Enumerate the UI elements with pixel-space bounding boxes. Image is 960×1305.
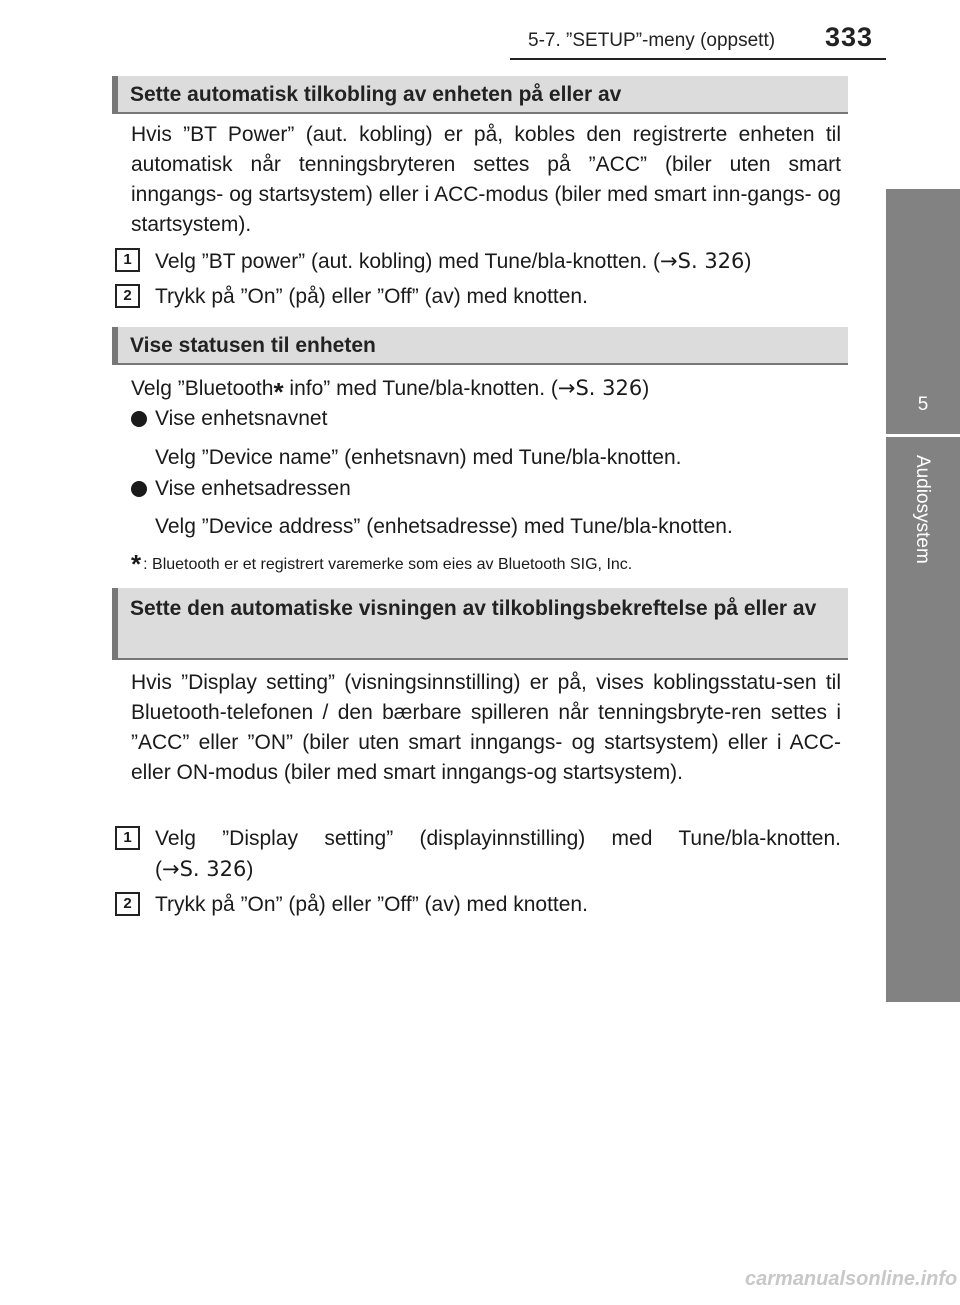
bullet-text: Velg ”Device address” (enhetsadresse) med Tune/bla-knotten. [155, 515, 733, 538]
step-number-box: 2 [115, 892, 140, 916]
section-heading-auto-connect [112, 76, 848, 114]
watermark: carmanualsonline.info [745, 1268, 958, 1290]
step-text: Trykk på ”On” (på) eller ”Off” (av) med knotten. [155, 285, 588, 308]
section-heading-display-setting [112, 588, 848, 660]
section-heading-text: Sette automatisk tilkobling av enheten på eller av [130, 83, 622, 106]
tab-divider [886, 434, 960, 437]
bullet-icon [131, 411, 147, 427]
footnote [131, 549, 632, 580]
header-section-title: 5-7. ”SETUP”-meny (oppsett) [528, 30, 776, 51]
section-paragraph: Hvis ”Display setting” (visningsinnstilling) er på, vises koblingsstatu-sen til Bluetooth-telefonen / den bærbare spilleren når tenningsbryte-ren settes i ”ACC” eller ”ON” (biler uten smart inngangs- og startsystem) eller i ACC- eller ON-modus (biler med smart inngangs-og startsystem). [131, 671, 841, 784]
section-heading-text: Sette den automatiske visningen av tilkoblingsbekreftelse på eller av [130, 597, 817, 620]
step-number-box: 1 [115, 826, 140, 850]
section-intro: Velg ”Bluetooth* info” med Tune/bla-knotten. (→S. 326) [131, 376, 650, 407]
page-number: 333 [825, 22, 874, 52]
chapter-label: Audiosystem [912, 455, 933, 564]
page-header [0, 0, 960, 60]
bullet-text: Velg ”Device name” (enhetsnavn) med Tune/bla-knotten. [155, 446, 682, 469]
header-rule [510, 58, 886, 60]
page-reference: →S. 326 [162, 857, 247, 881]
step-reference-line: (→S. 326) [155, 857, 254, 881]
chapter-side-tab [886, 189, 960, 1002]
section-heading-text: Vise statusen til enheten [130, 334, 376, 357]
bullet-title: Vise enhetsadressen [155, 477, 351, 500]
page-reference: →S. 326 [660, 249, 745, 273]
footnote-text: : Bluetooth er et registrert varemerke som eies av Bluetooth SIG, Inc. [143, 556, 633, 573]
section-heading-device-status [112, 327, 848, 365]
bullet-title: Vise enhetsnavnet [155, 407, 328, 430]
step-number-box: 2 [115, 284, 140, 308]
chapter-number: 5 [917, 394, 929, 415]
bullet-icon [131, 481, 147, 497]
step-text: Velg ”Display setting” (displayinnstilling) med Tune/bla-knotten. [155, 827, 841, 850]
footnote-star: * [131, 549, 142, 579]
step-text: Trykk på ”On” (på) eller ”Off” (av) med knotten. [155, 893, 588, 916]
page-reference: →S. 326 [557, 376, 643, 400]
footnote-marker: * [273, 377, 284, 407]
step-number-box: 1 [115, 248, 140, 272]
section-paragraph: Hvis ”BT Power” (aut. kobling) er på, kobles den registrerte enheten til automatisk når tenningsbryteren settes på ”ACC” (biler uten smart inngangs- og startsystem) eller i ACC-modus (biler med smart inn-gangs- og startsystem). [131, 123, 841, 236]
step-text: Velg ”BT power” (aut. kobling) med Tune/bla-knotten. (→S. 326) [155, 249, 752, 273]
